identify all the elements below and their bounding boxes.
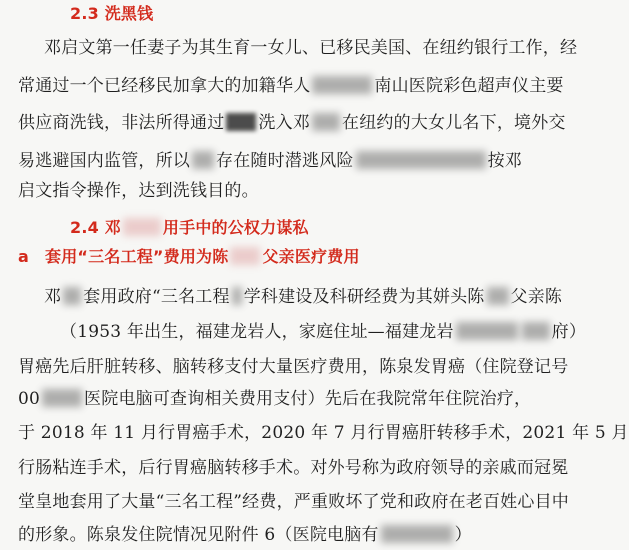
- redaction-blur: [230, 247, 260, 265]
- text-segment: 按邓: [487, 151, 523, 171]
- text-segment: 易逃避国内监管，所以: [18, 151, 190, 171]
- redaction-blur: [381, 525, 453, 543]
- text-segment: 南山医院彩色超声仪主要: [374, 76, 564, 96]
- redaction-blur: [232, 287, 242, 305]
- redaction-blur: [63, 287, 81, 305]
- paragraph-line: [18, 151, 522, 171]
- paragraph-line: [18, 525, 472, 545]
- text-segment: 套用政府“三名工程: [83, 287, 230, 307]
- heading-segment: 父亲医疗费用: [262, 247, 360, 266]
- text-segment: 供应商洗钱，非法所得通过: [18, 113, 225, 133]
- redaction-blur: [312, 113, 340, 131]
- text-segment: （1953 年出生，福建龙岩人，家庭住址—福建龙岩: [60, 322, 454, 342]
- text-segment: 学科建设及科研经费为其姘头陈: [243, 287, 485, 307]
- text-segment: 常通过一个已经移民加拿大的加籍华人: [18, 76, 311, 96]
- text-segment: 邓: [44, 287, 62, 307]
- item-heading-a: [18, 247, 360, 267]
- redaction-blur: [487, 287, 509, 305]
- text-segment: 存在随时潜逃风险: [216, 151, 354, 171]
- text-segment: 府）: [551, 322, 587, 342]
- text-segment: 在纽约的大女儿名下，境外交: [342, 113, 566, 133]
- redaction-blur: [42, 389, 82, 407]
- section-heading-2-4: [70, 218, 309, 238]
- redaction-blur: [192, 151, 214, 169]
- paragraph-line: 行肠粘连手术，后行胃癌脑转移手术。对外号称为政府领导的亲戚而冠冕: [18, 458, 569, 478]
- paragraph-line: [60, 322, 586, 342]
- redaction-blur: [123, 218, 161, 236]
- paragraph-line: 于 2018 年 11 月行胃癌手术，2020 年 7 月行胃癌肝转移手术，2021 年 5 月: [18, 423, 629, 443]
- paragraph-line: 胃癌先后肝脏转移、脑转移支付大量医疗费用，陈泉发胃癌（住院登记号: [18, 357, 569, 377]
- text-segment: 父亲陈: [510, 287, 563, 307]
- redaction-blur: [456, 322, 518, 340]
- section-heading-2-3: 2.3 洗黑钱: [70, 4, 154, 23]
- redaction-blur: [226, 113, 256, 131]
- heading-segment: 套用“三名工程”费用为陈: [45, 247, 229, 266]
- text-segment: 00: [18, 389, 41, 409]
- paragraph-line: 堂皇地套用了大量“三名工程”经费，严重败坏了党和政府在老百姓心目中: [18, 492, 569, 512]
- text-segment: ）: [454, 525, 472, 545]
- item-marker: a: [18, 247, 29, 266]
- paragraph-line: [18, 76, 564, 96]
- text-segment: 医院电脑可查询相关费用支付）先后在我院常年住院治疗，: [84, 389, 532, 409]
- paragraph-line: [18, 389, 531, 409]
- paragraph-line: [44, 287, 562, 307]
- text-segment: 的形象。陈泉发住院情况见附件 6（医院电脑有: [18, 525, 379, 545]
- paragraph-line: 启文指令操作，达到洗钱目的。: [18, 181, 259, 201]
- redaction-blur: [356, 151, 486, 169]
- text-segment: 洗入邓: [258, 113, 311, 133]
- paragraph-line: 邓启文第一任妻子为其生育一女儿、已移民美国、在纽约银行工作，经: [44, 38, 578, 58]
- heading-segment: 用手中的公权力谋私: [162, 218, 309, 237]
- redaction-blur: [312, 76, 372, 94]
- heading-segment: 2.4 邓: [70, 218, 121, 237]
- paragraph-line: [18, 113, 566, 133]
- redaction-blur: [522, 322, 550, 340]
